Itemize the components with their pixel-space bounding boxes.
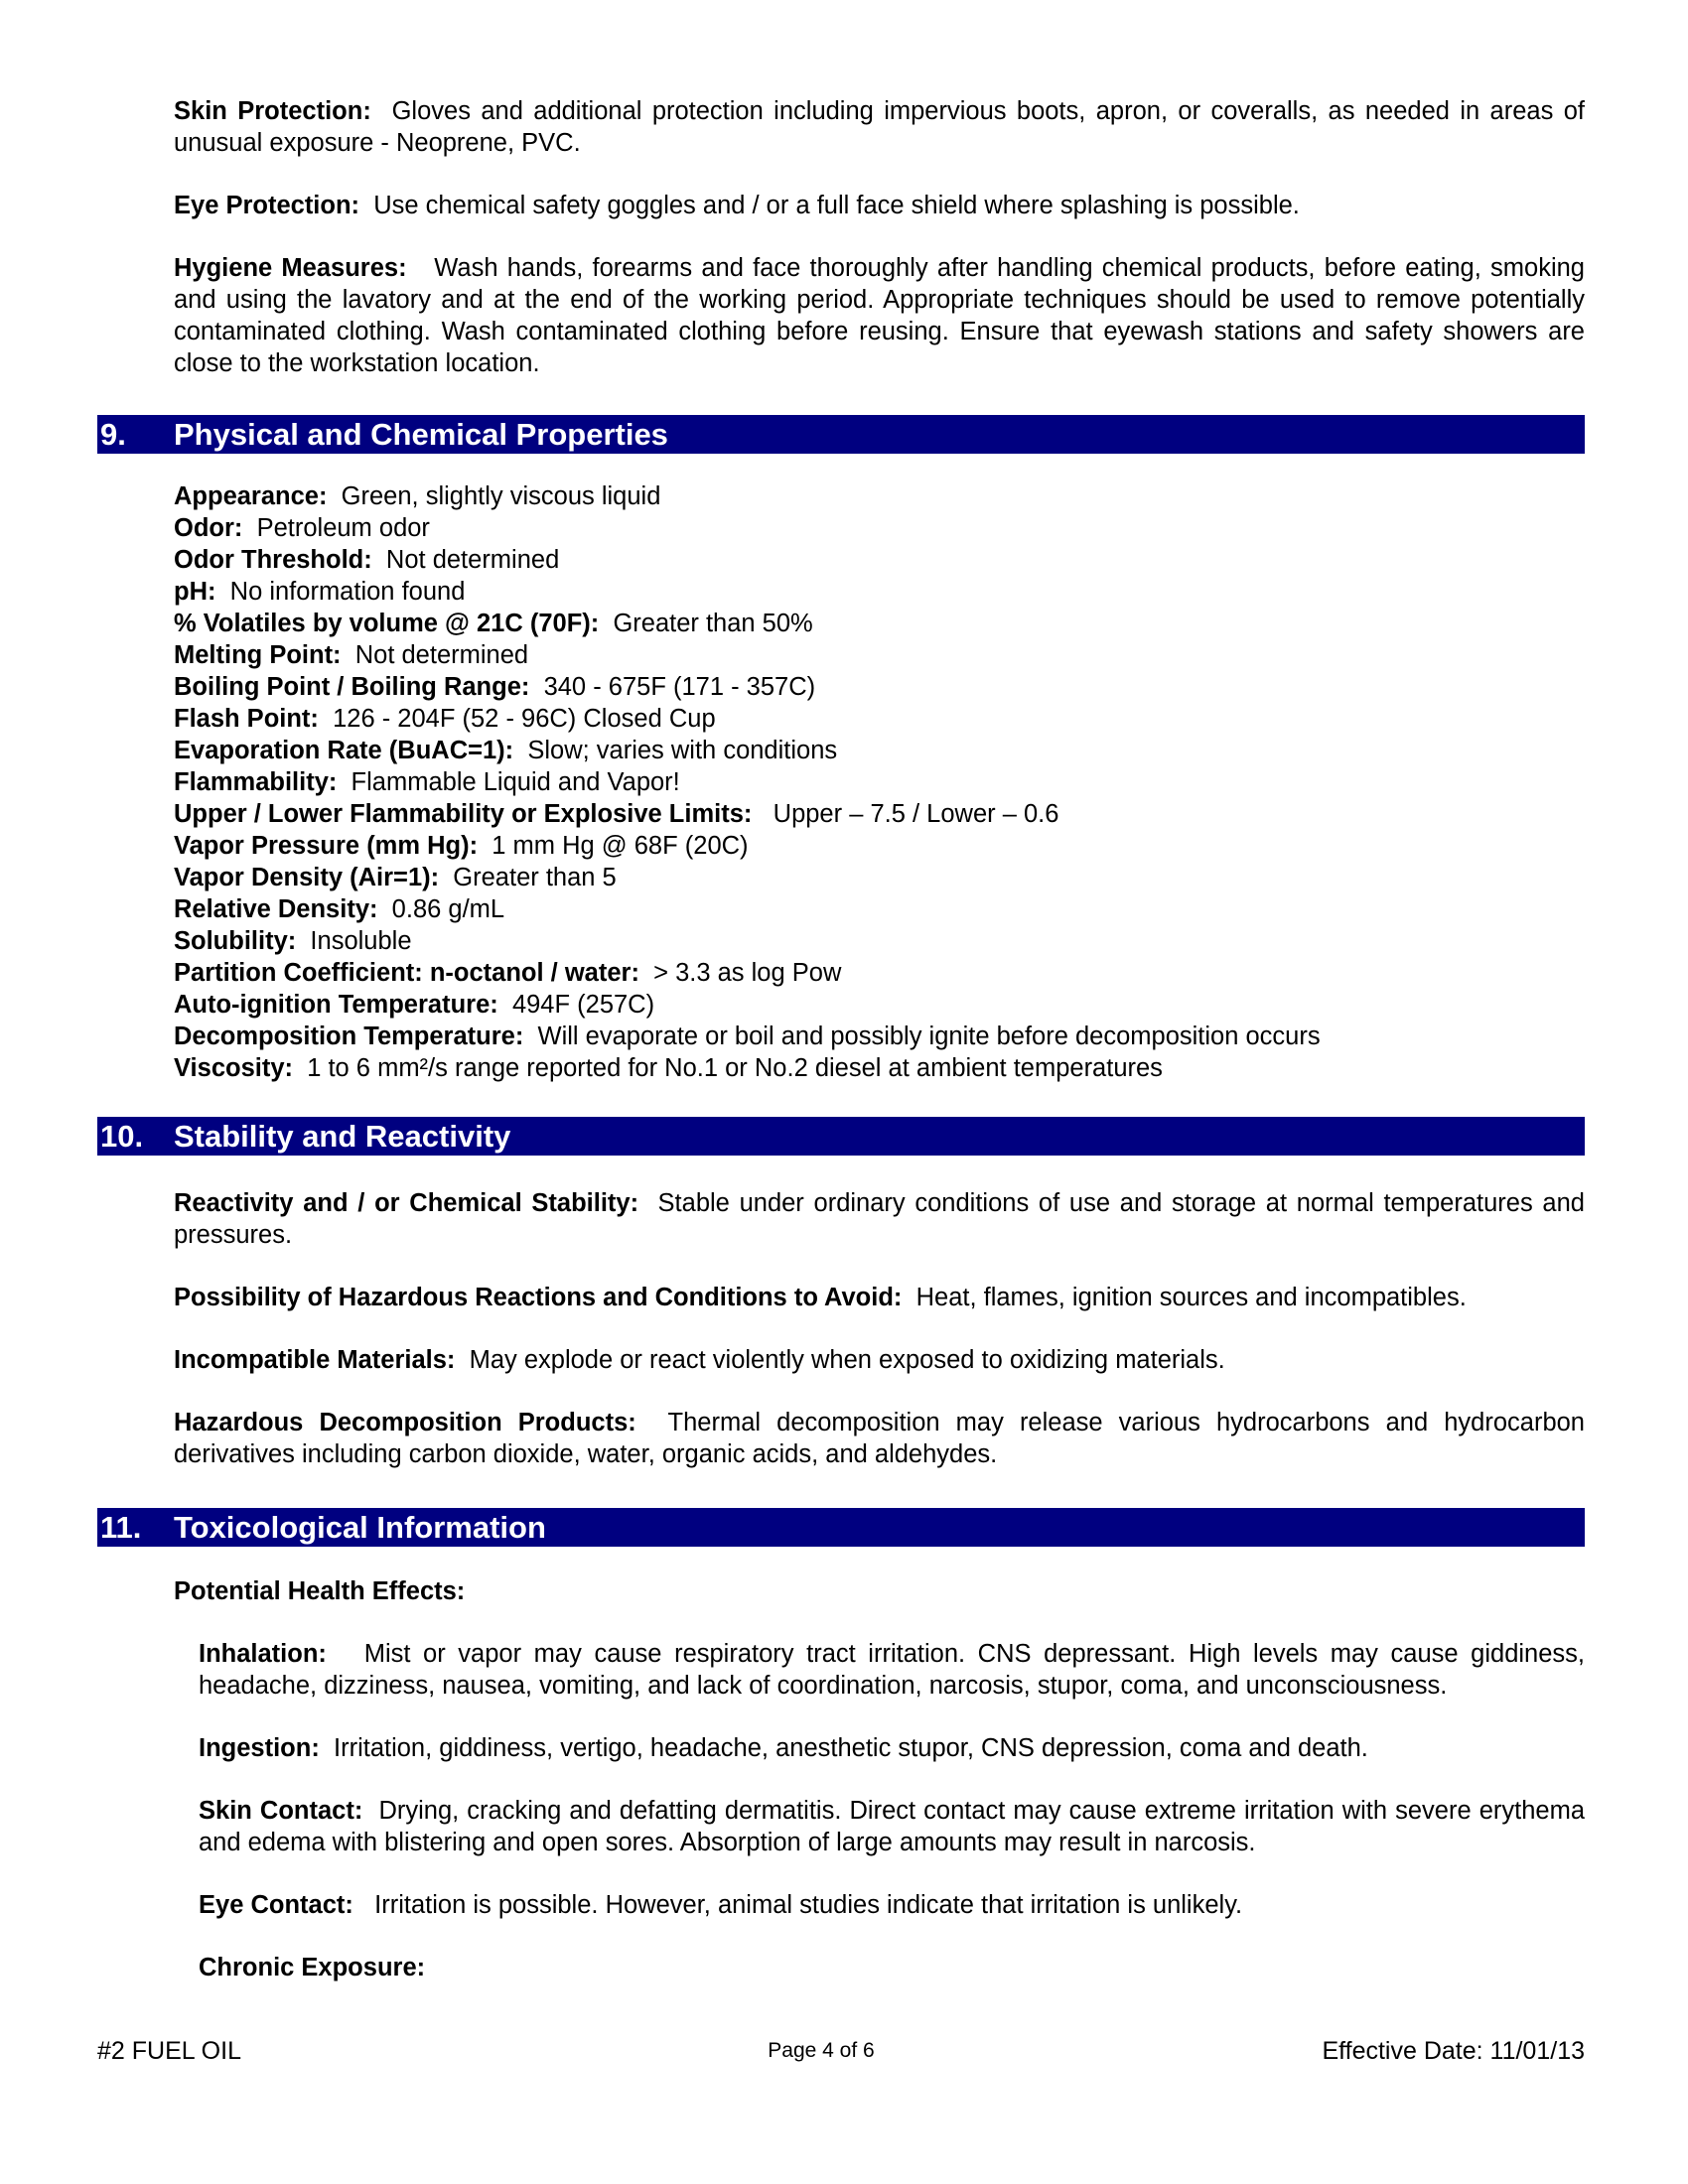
property-row [174, 703, 1585, 735]
skin-protection-label: Skin Protection: [174, 97, 371, 125]
incompatible-materials-label: Incompatible Materials: [174, 1346, 456, 1374]
skin-contact [199, 1795, 1585, 1858]
property-label: Odor Threshold: [174, 546, 372, 574]
property-label: Odor: [174, 514, 243, 542]
stability-section [174, 1187, 1585, 1501]
hazardous-decomposition-text: Thermal decomposition may release various hydrocarbons and hydrocarbon derivatives including carbon dioxide, water, organic acids, and aldehydes. [174, 1409, 1585, 1468]
property-label: Flammability: [174, 768, 338, 796]
hygiene-measures [174, 252, 1585, 379]
property-value: Flammable Liquid and Vapor! [351, 768, 680, 796]
property-value: > 3.3 as log Pow [653, 959, 842, 987]
property-row [174, 798, 1585, 830]
property-label: Viscosity: [174, 1054, 294, 1082]
property-label: Boiling Point / Boiling Range: [174, 673, 530, 701]
property-row [174, 957, 1585, 989]
hazardous-decomposition-label: Hazardous Decomposition Products: [174, 1409, 636, 1436]
skin-protection [174, 95, 1585, 159]
hazardous-reactions-text: Heat, flames, ignition sources and incompatibles. [915, 1284, 1467, 1311]
chronic-exposure [199, 1952, 1585, 1983]
property-value: Greater than 50% [613, 610, 813, 637]
property-row [174, 576, 1585, 608]
hygiene-measures-text: Wash hands, forearms and face thoroughly after handling chemical products, before eating, smoking and using the lavatory and at the end of the working period. Appropriate techniques should be used to remove potentially contaminated clothing. Wash contaminated clothing before reusing. Ensure that eyewash stations and safety showers are close to the workstation location. [174, 254, 1585, 377]
property-row [174, 512, 1585, 544]
chronic-exposure-label: Chronic Exposure: [199, 1954, 426, 1981]
property-label: Upper / Lower Flammability or Explosive Limits: [174, 800, 753, 828]
hazardous-reactions [174, 1282, 1585, 1313]
property-value: Green, slightly viscous liquid [341, 482, 661, 510]
property-value: No information found [229, 578, 466, 606]
property-value: 1 mm Hg @ 68F (20C) [492, 832, 749, 860]
hazardous-decomposition [174, 1407, 1585, 1470]
protection-section [174, 95, 1585, 379]
skin-contact-text: Drying, cracking and defatting dermatitis. Direct contact may cause extreme irritation with severe erythema and edema with blistering and open sores. Absorption of large amounts may result in narcosis. [199, 1797, 1586, 1856]
page-footer [97, 2037, 1585, 2071]
property-row [174, 480, 1585, 512]
section-10-title: Stability and Reactivity [174, 1119, 511, 1154]
property-value: 340 - 675F (171 - 357C) [543, 673, 816, 701]
potential-health-effects-heading: Potential Health Effects: [174, 1577, 466, 1605]
property-label: Vapor Density (Air=1): [174, 864, 440, 891]
property-label: Evaporation Rate (BuAC=1): [174, 737, 514, 764]
skin-protection-text: Gloves and additional protection including impervious boots, apron, or coveralls, as needed in areas of unusual exposure - Neoprene, PVC. [174, 97, 1585, 157]
property-row [174, 893, 1585, 925]
reactivity-label: Reactivity and / or Chemical Stability: [174, 1189, 639, 1217]
inhalation [199, 1638, 1585, 1702]
property-row [174, 1021, 1585, 1052]
property-row [174, 830, 1585, 862]
reactivity-text: Stable under ordinary conditions of use and storage at normal temperatures and pressures. [174, 1189, 1585, 1249]
property-label: Melting Point: [174, 641, 342, 669]
property-row [174, 862, 1585, 893]
hygiene-measures-label: Hygiene Measures: [174, 254, 407, 282]
property-label: Relative Density: [174, 895, 378, 923]
incompatible-materials [174, 1344, 1585, 1376]
property-row [174, 544, 1585, 576]
property-value: 126 - 204F (52 - 96C) Closed Cup [333, 705, 716, 733]
property-label: Partition Coefficient: n-octanol / water: [174, 959, 639, 987]
eye-contact-label: Eye Contact: [199, 1891, 353, 1919]
section-11-header [97, 1508, 1585, 1547]
property-value: Petroleum odor [256, 514, 430, 542]
eye-contact-text: Irritation is possible. However, animal studies indicate that irritation is unlikely. [374, 1891, 1243, 1919]
property-value: Not determined [385, 546, 560, 574]
footer-product-name: #2 FUEL OIL [97, 2037, 241, 2065]
property-row [174, 639, 1585, 671]
property-label: Vapor Pressure (mm Hg): [174, 832, 479, 860]
ingestion [199, 1732, 1585, 1764]
property-row [174, 735, 1585, 766]
property-row [174, 1052, 1585, 1084]
section-11-title: Toxicological Information [174, 1510, 546, 1545]
property-label: Auto-ignition Temperature: [174, 991, 498, 1019]
eye-contact [199, 1889, 1585, 1921]
property-label: Appearance: [174, 482, 328, 510]
section-9-number: 9. [100, 417, 126, 452]
eye-protection-label: Eye Protection: [174, 192, 360, 219]
section-10-number: 10. [100, 1119, 144, 1154]
footer-page-number: Page 4 of 6 [768, 2039, 875, 2062]
inhalation-label: Inhalation: [199, 1640, 327, 1668]
ingestion-text: Irritation, giddiness, vertigo, headache, anesthetic stupor, CNS depression, coma and death. [334, 1734, 1368, 1762]
property-label: % Volatiles by volume @ 21C (70F): [174, 610, 600, 637]
property-row [174, 671, 1585, 703]
section-10-header [97, 1117, 1585, 1156]
property-value: Insoluble [310, 927, 412, 955]
incompatible-materials-text: May explode or react violently when exposed to oxidizing materials. [469, 1346, 1225, 1374]
property-row [174, 766, 1585, 798]
eye-protection [174, 190, 1585, 221]
property-value: 0.86 g/mL [391, 895, 505, 923]
property-value: 494F (257C) [511, 991, 655, 1019]
toxicological-section [174, 1575, 1585, 1983]
property-value: Greater than 5 [453, 864, 617, 891]
property-row [174, 608, 1585, 639]
inhalation-text: Mist or vapor may cause respiratory tract irritation. CNS depressant. High levels may cause giddiness, headache, dizziness, nausea, vomiting, and lack of coordination, narcosis, stupor, coma, and unconsciousness. [199, 1640, 1585, 1700]
property-row [174, 925, 1585, 957]
property-value: Will evaporate or boil and possibly ignite before decomposition occurs [537, 1023, 1321, 1050]
ingestion-label: Ingestion: [199, 1734, 320, 1762]
physical-properties-list [174, 480, 1585, 1084]
hazardous-reactions-label: Possibility of Hazardous Reactions and Conditions to Avoid: [174, 1284, 903, 1311]
property-label: Decomposition Temperature: [174, 1023, 524, 1050]
footer-effective-date: Effective Date: 11/01/13 [1322, 2037, 1585, 2065]
property-value: 1 to 6 mm²/s range reported for No.1 or No.2 diesel at ambient temperatures [307, 1054, 1163, 1082]
property-label: pH: [174, 578, 216, 606]
property-label: Solubility: [174, 927, 297, 955]
property-value: Upper – 7.5 / Lower – 0.6 [773, 800, 1059, 828]
property-value: Slow; varies with conditions [527, 737, 838, 764]
health-effects-list [174, 1638, 1585, 1983]
reactivity [174, 1187, 1585, 1251]
section-11-number: 11. [100, 1510, 142, 1545]
property-value: Not determined [354, 641, 529, 669]
section-9-title: Physical and Chemical Properties [174, 417, 668, 452]
property-label: Flash Point: [174, 705, 319, 733]
section-9-header [97, 415, 1585, 454]
skin-contact-label: Skin Contact: [199, 1797, 363, 1825]
eye-protection-text: Use chemical safety goggles and / or a full face shield where splashing is possible. [373, 192, 1300, 219]
property-row [174, 989, 1585, 1021]
